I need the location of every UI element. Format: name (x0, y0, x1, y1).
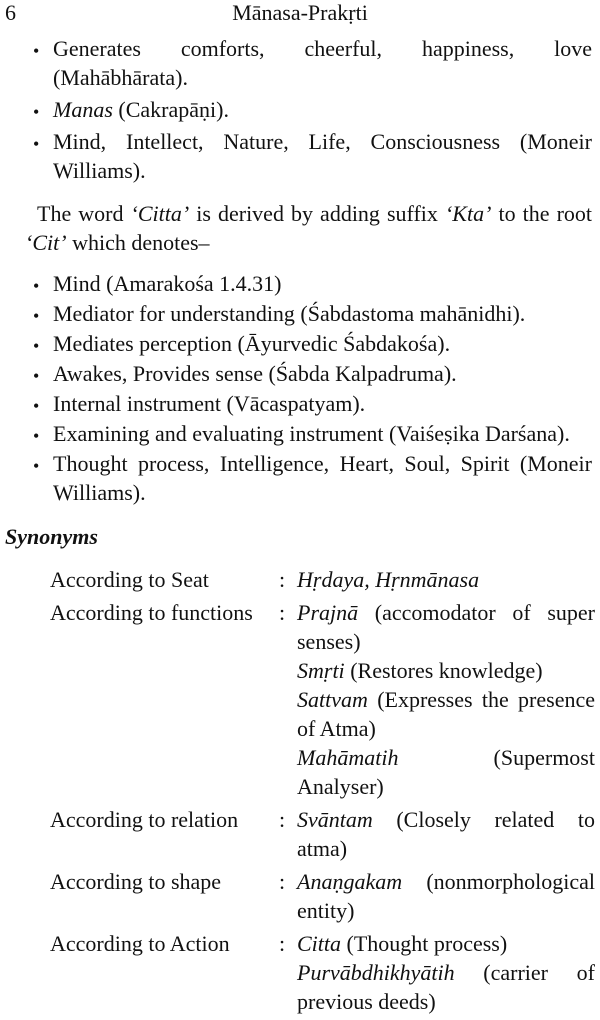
page-number: 6 (5, 0, 16, 25)
paragraph-text: is derived by adding suffix (189, 201, 445, 226)
synonym-term: Smṛti (297, 658, 345, 683)
list-item: • Thought process, Intelligence, Heart, Soul, Spirit (Moneir Williams). (25, 449, 592, 507)
term-kta: ‘Kta’ (444, 201, 492, 226)
synonym-entry (297, 867, 595, 925)
synonym-category: According to functions (50, 600, 253, 625)
list-item: • Examining and evaluating instrument (Vaiśeṣika Darśana). (25, 419, 592, 448)
synonym-category: According to Seat (50, 567, 209, 592)
synonym-term: Citta (297, 931, 342, 956)
synonym-desc: (Supermost Analyser) (297, 745, 595, 799)
synonym-entries (297, 805, 595, 863)
term-cit: ‘Cit’ (25, 230, 67, 255)
synonym-row-action (27, 929, 595, 1016)
synonym-entry (297, 598, 595, 656)
synonym-term: Hṛdaya, Hṛnmānasa (297, 567, 480, 592)
manas-meanings-list (25, 34, 592, 185)
synonym-term: Mahāmatih (297, 745, 399, 770)
synonym-desc: (Thought process) (341, 931, 508, 956)
synonym-desc: (Restores knowledge) (344, 658, 543, 683)
synonym-term: Anaṇgakam (297, 869, 403, 894)
running-title: Mānasa-Prakṛti (232, 0, 368, 25)
synonym-term: Svāntam (297, 807, 373, 832)
colon-separator: : (279, 931, 286, 956)
list-item: • Awakes, Provides sense (Śabda Kalpadruma). (25, 359, 592, 388)
citta-meanings-list (25, 269, 592, 507)
synonym-entry (297, 565, 595, 594)
paragraph-text: The word (37, 201, 131, 226)
list-item-text: Mind, Intellect, Nature, Life, Consciousness (Moneir Williams). (53, 129, 592, 183)
synonym-entry (297, 958, 595, 1016)
synonym-desc: (carrier of previous deeds) (297, 960, 595, 1014)
paragraph-text: which denotes– (66, 230, 210, 255)
synonym-entries (297, 929, 595, 1016)
colon-separator: : (279, 807, 286, 832)
synonym-entry (297, 805, 595, 863)
list-item: • Mediator for understanding (Śabdastoma mahānidhi). (25, 299, 592, 328)
list-item (25, 127, 592, 185)
synonym-entries (297, 598, 595, 801)
synonym-entry (297, 656, 595, 685)
synonym-category: According to Action (50, 931, 230, 956)
synonym-entries (297, 867, 595, 925)
page-header (0, 0, 600, 32)
synonym-entry (297, 929, 595, 958)
synonym-entry (297, 685, 595, 743)
synonym-category: According to relation (50, 807, 239, 832)
synonym-row-seat (27, 565, 595, 594)
page-body (5, 34, 595, 1020)
list-item: • Mediates perception (Āyurvedic Śabdakośa). (25, 329, 592, 358)
synonym-entry (297, 743, 595, 801)
synonym-term: Prajnā (297, 600, 359, 625)
synonym-category: According to shape (50, 869, 222, 894)
list-item (25, 95, 592, 124)
citta-paragraph (25, 199, 592, 257)
synonym-term: Sattvam (297, 687, 368, 712)
synonym-desc: (Expresses the presence of Atma) (297, 687, 595, 741)
list-item-text: Generates comforts, cheerful, happiness, love (Mahābhārata). (53, 36, 592, 90)
colon-separator: : (279, 567, 286, 592)
synonym-entries (297, 565, 595, 594)
list-item: • Internal instrument (Vācaspatyam). (25, 389, 592, 418)
synonym-row-functions (27, 598, 595, 801)
term-citta: ‘Citta’ (130, 201, 190, 226)
synonym-desc: (accomodator of super senses) (297, 600, 595, 654)
synonym-desc: (nonmorphological entity) (297, 869, 595, 923)
colon-separator: : (279, 600, 286, 625)
synonym-row-shape (27, 867, 595, 925)
list-item (25, 34, 592, 92)
synonyms-heading: Synonyms (5, 524, 98, 549)
list-item-text: (Cakrapāṇi). (112, 97, 229, 122)
synonym-row-relation (27, 805, 595, 863)
synonym-desc: (Closely related to atma) (297, 807, 595, 861)
list-item-term: Manas (53, 97, 113, 122)
colon-separator: : (279, 869, 286, 894)
list-item: • Mind (Amarakośa 1.4.31) (25, 269, 592, 298)
synonym-term: Purvābdhikhyātih (297, 960, 455, 985)
synonyms-table (27, 565, 595, 1016)
paragraph-text: to the root (491, 201, 593, 226)
